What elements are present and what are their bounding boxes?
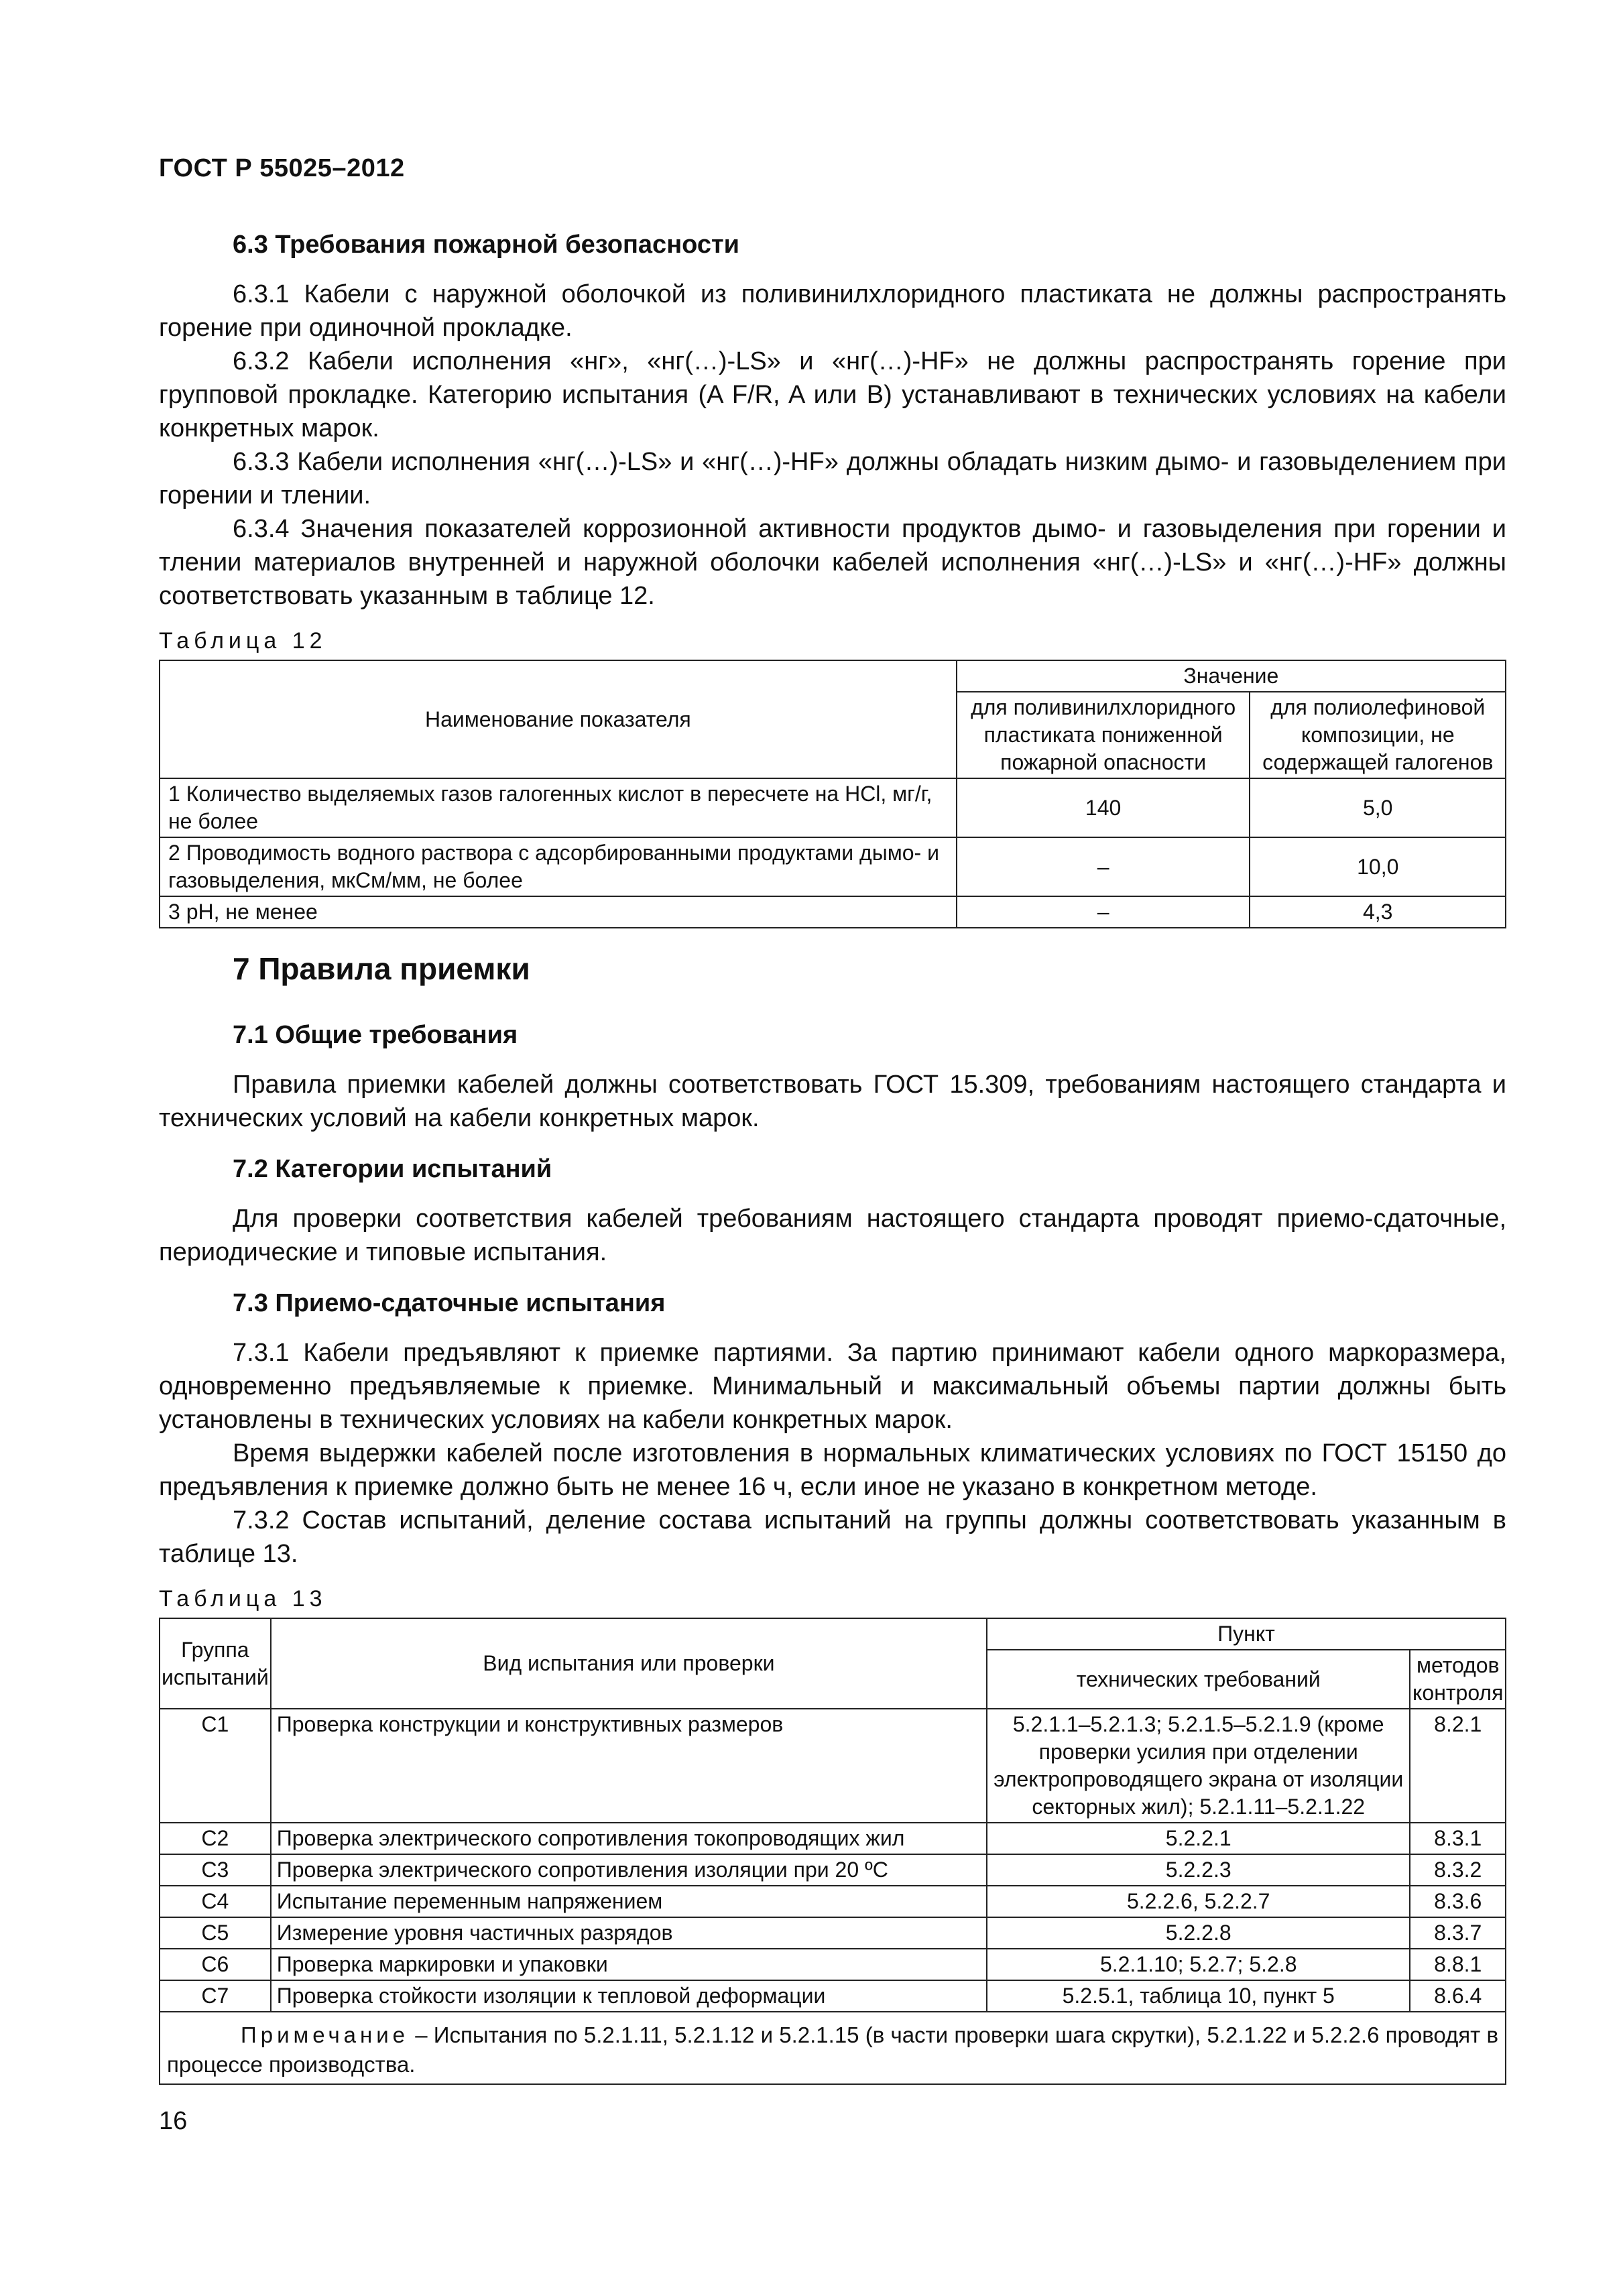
table-13-cell-group: С5 [160, 1917, 271, 1949]
table-13-col-tech-header: технических требований [987, 1650, 1410, 1709]
table-12-header-row [160, 660, 1506, 692]
table-12-cell-pvc: 140 [957, 778, 1250, 837]
table-12-cell-poly: 4,3 [1250, 896, 1506, 928]
paragraph-7-1: Правила приемки кабелей должны соответствовать ГОСТ 15.309, требованиям настоящего стандарта и технических условий на кабели конкретных марок. [159, 1071, 1506, 1132]
table-12 [159, 660, 1506, 928]
table-13-cell-tech: 5.2.5.1, таблица 10, пункт 5 [987, 1980, 1410, 2012]
table-13-cell-method: 8.3.1 [1410, 1823, 1506, 1854]
table-row [160, 1709, 1506, 1823]
paragraph-7-3-1: 7.3.1 Кабели предъявляют к приемке партиями. За партию принимают кабели одного маркоразмера, одновременно предъявляемые к приемке. Минимальный и максимальный объемы партии должны быть установлены в технических условиях на кабели конкретных марок. [159, 1339, 1506, 1434]
page-number: 16 [159, 2107, 188, 2135]
table-13-col-clause-header: Пункт [987, 1618, 1506, 1650]
table-12-cell-name: 3 pH, не менее [160, 896, 957, 928]
table-13-note-row [160, 2012, 1506, 2084]
table-13-cell-tech: 5.2.1.1–5.2.1.3; 5.2.1.5–5.2.1.9 (кроме проверки усилия при отделении электропроводящего экрана от изоляции секторных жил); 5.2.1.11–5.2.1.22 [987, 1709, 1410, 1823]
table-13-cell-group: С6 [160, 1949, 271, 1980]
section-7-3-heading: 7.3 Приемо-сдаточные испытания [233, 1289, 666, 1317]
section-7-2-heading: 7.2 Категории испытаний [233, 1155, 552, 1183]
table-13-cell-kind: Проверка электрического сопротивления токопроводящих жил [271, 1823, 987, 1854]
table-13-cell-kind: Измерение уровня частичных разрядов [271, 1917, 987, 1949]
table-13-col-group-header: Группа испытаний [160, 1618, 271, 1709]
table-13-cell-kind: Проверка конструкции и конструктивных размеров [271, 1709, 987, 1823]
table-13-cell-method: 8.6.4 [1410, 1980, 1506, 2012]
table-13-cell-method: 8.3.2 [1410, 1854, 1506, 1886]
table-13 [159, 1618, 1506, 2085]
note-text: – Испытания по 5.2.1.11, 5.2.1.12 и 5.2.1.15 (в части проверки шага скрутки), 5.2.1.22 и 5.2.2.6 проводят в процессе производства. [167, 2022, 1498, 2077]
table-row [160, 1886, 1506, 1917]
paragraph-6-3-2: 6.3.2 Кабели исполнения «нг», «нг(…)-LS» и «нг(…)-HF» не должны распространять горение при групповой прокладке. Категорию испытания (A F/R, A или B) устанавливают в технических условиях на кабели конкретных марок. [159, 347, 1506, 442]
table-12-col-value-header: Значение [957, 660, 1506, 692]
table-13-col-kind-header: Вид испытания или проверки [271, 1618, 987, 1709]
table-13-cell-group: С2 [160, 1823, 271, 1854]
section-7-1-heading: 7.1 Общие требования [233, 1021, 518, 1049]
table-12-cell-poly: 10,0 [1250, 837, 1506, 896]
table-row [160, 1823, 1506, 1854]
section-6-3-heading: 6.3 Требования пожарной безопасности [233, 231, 739, 259]
table-12-col-pvc-header: для поливинилхлоридного пластиката пониженной пожарной опасности [957, 692, 1250, 778]
table-12-caption: Таблица 12 [159, 628, 327, 654]
document-id-header: ГОСТ Р 55025–2012 [159, 154, 405, 182]
table-13-note [160, 2012, 1506, 2084]
table-12-cell-name: 1 Количество выделяемых газов галогенных кислот в пересчете на HCl, мг/г, не более [160, 778, 957, 837]
table-13-cell-group: С4 [160, 1886, 271, 1917]
table-12-col-poly-header: для полиолефиновой композиции, не содержащей галогенов [1250, 692, 1506, 778]
table-13-cell-tech: 5.2.2.8 [987, 1917, 1410, 1949]
table-13-cell-group: С3 [160, 1854, 271, 1886]
table-13-cell-method: 8.3.7 [1410, 1917, 1506, 1949]
table-12-cell-poly: 5,0 [1250, 778, 1506, 837]
table-13-cell-group: С1 [160, 1709, 271, 1823]
table-13-cell-kind: Проверка электрического сопротивления изоляции при 20 ºС [271, 1854, 987, 1886]
table-13-cell-tech: 5.2.2.3 [987, 1854, 1410, 1886]
paragraph-7-3-2: 7.3.2 Состав испытаний, деление состава испытаний на группы должны соответствовать указанным в таблице 13. [159, 1506, 1506, 1568]
table-13-col-method-header: методов контроля [1410, 1650, 1506, 1709]
table-12-cell-name: 2 Проводимость водного раствора с адсорбированными продуктами дымо- и газовыделения, мкСм/мм, не более [160, 837, 957, 896]
paragraph-7-2: Для проверки соответствия кабелей требованиям настоящего стандарта проводят приемо-сдаточные, периодические и типовые испытания. [159, 1205, 1506, 1266]
table-13-cell-method: 8.3.6 [1410, 1886, 1506, 1917]
table-row [160, 1917, 1506, 1949]
page-content [159, 228, 1506, 2085]
paragraph-6-3-1: 6.3.1 Кабели с наружной оболочкой из поливинилхлоридного пластиката не должны распространять горение при одиночной прокладке. [159, 280, 1506, 342]
table-row [160, 778, 1506, 837]
table-13-cell-method: 8.2.1 [1410, 1709, 1506, 1823]
table-13-header-row [160, 1618, 1506, 1650]
paragraph-6-3-3: 6.3.3 Кабели исполнения «нг(…)-LS» и «нг(…)-HF» должны обладать низким дымо- и газовыделением при горении и тлении. [159, 448, 1506, 509]
table-13-cell-group: С7 [160, 1980, 271, 2012]
table-13-cell-kind: Испытание переменным напряжением [271, 1886, 987, 1917]
table-13-cell-kind: Проверка маркировки и упаковки [271, 1949, 987, 1980]
table-row [160, 1854, 1506, 1886]
paragraph-6-3-4: 6.3.4 Значения показателей коррозионной активности продуктов дымо- и газовыделения при горении и тлении материалов внутренней и наружной оболочки кабелей исполнения «нг(…)-LS» и «нг(…)-HF» должны соответствовать указанным в таблице 12. [159, 515, 1506, 610]
table-13-cell-tech: 5.2.2.1 [987, 1823, 1410, 1854]
table-13-caption: Таблица 13 [159, 1586, 327, 1612]
table-13-cell-method: 8.8.1 [1410, 1949, 1506, 1980]
table-12-cell-pvc: – [957, 896, 1250, 928]
table-row [160, 1949, 1506, 1980]
table-13-cell-tech: 5.2.1.10; 5.2.7; 5.2.8 [987, 1949, 1410, 1980]
note-label: Примечание [241, 2022, 410, 2047]
table-13-cell-tech: 5.2.2.6, 5.2.2.7 [987, 1886, 1410, 1917]
table-12-cell-pvc: – [957, 837, 1250, 896]
table-row [160, 1980, 1506, 2012]
table-12-col-name-header: Наименование показателя [160, 660, 957, 778]
section-7-heading: 7 Правила приемки [233, 951, 530, 986]
table-row [160, 896, 1506, 928]
table-row [160, 837, 1506, 896]
table-13-cell-kind: Проверка стойкости изоляции к тепловой деформации [271, 1980, 987, 2012]
paragraph-7-3-1-cont: Время выдержки кабелей после изготовления в нормальных климатических условиях по ГОСТ 15150 до предъявления к приемке должно быть не менее 16 ч, если иное не указано в конкретном методе. [159, 1439, 1506, 1501]
